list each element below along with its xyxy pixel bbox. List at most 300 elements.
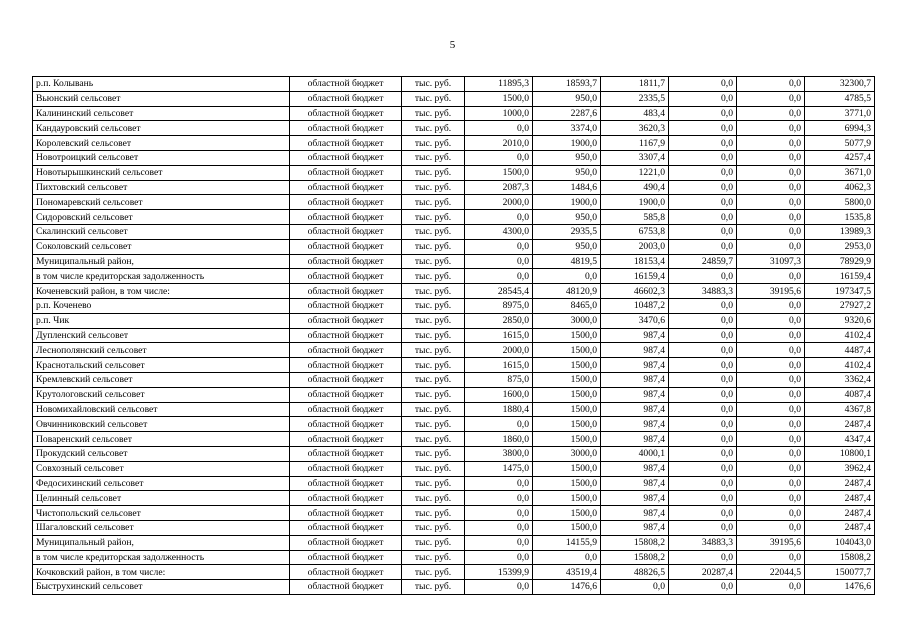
value-cell-2: 0,0 — [533, 550, 601, 565]
funding-source-cell: областной бюджет — [290, 402, 402, 417]
table-row — [33, 476, 875, 491]
value-cell-3: 3470,6 — [601, 313, 669, 328]
table-row — [33, 328, 875, 343]
unit-cell: тыс. руб. — [402, 476, 465, 491]
total-cell: 32300,7 — [805, 77, 875, 92]
row-name-cell: Краснотальский сельсовет — [33, 358, 290, 373]
value-cell-3: 987,4 — [601, 461, 669, 476]
value-cell-2: 1500,0 — [533, 343, 601, 358]
value-cell-2: 950,0 — [533, 165, 601, 180]
total-cell: 3962,4 — [805, 461, 875, 476]
value-cell-1: 1860,0 — [465, 432, 533, 447]
value-cell-3: 987,4 — [601, 417, 669, 432]
value-cell-5: 39195,6 — [737, 284, 805, 299]
row-name-cell: Соколовский сельсовет — [33, 239, 290, 254]
funding-source-cell: областной бюджет — [290, 328, 402, 343]
unit-cell: тыс. руб. — [402, 239, 465, 254]
value-cell-5: 0,0 — [737, 77, 805, 92]
value-cell-5: 0,0 — [737, 506, 805, 521]
value-cell-1: 875,0 — [465, 372, 533, 387]
value-cell-4: 0,0 — [669, 269, 737, 284]
value-cell-2: 4819,5 — [533, 254, 601, 269]
value-cell-3: 987,4 — [601, 372, 669, 387]
table-row — [33, 121, 875, 136]
value-cell-5: 0,0 — [737, 313, 805, 328]
value-cell-4: 0,0 — [669, 180, 737, 195]
value-cell-5: 0,0 — [737, 402, 805, 417]
row-name-cell: Пономаревский сельсовет — [33, 195, 290, 210]
value-cell-1: 1500,0 — [465, 91, 533, 106]
table-row — [33, 284, 875, 299]
funding-source-cell: областной бюджет — [290, 165, 402, 180]
value-cell-3: 987,4 — [601, 432, 669, 447]
value-cell-4: 0,0 — [669, 313, 737, 328]
funding-source-cell: областной бюджет — [290, 432, 402, 447]
value-cell-4: 0,0 — [669, 476, 737, 491]
value-cell-1: 1880,4 — [465, 402, 533, 417]
value-cell-5: 0,0 — [737, 165, 805, 180]
value-cell-3: 3307,4 — [601, 150, 669, 165]
value-cell-5: 0,0 — [737, 491, 805, 506]
value-cell-4: 0,0 — [669, 195, 737, 210]
unit-cell: тыс. руб. — [402, 358, 465, 373]
value-cell-4: 0,0 — [669, 387, 737, 402]
value-cell-4: 0,0 — [669, 520, 737, 535]
value-cell-4: 0,0 — [669, 77, 737, 92]
value-cell-1: 2000,0 — [465, 343, 533, 358]
unit-cell: тыс. руб. — [402, 136, 465, 151]
value-cell-5: 0,0 — [737, 239, 805, 254]
funding-source-cell: областной бюджет — [290, 150, 402, 165]
value-cell-3: 48826,5 — [601, 565, 669, 580]
total-cell: 1476,6 — [805, 580, 875, 595]
value-cell-5: 0,0 — [737, 195, 805, 210]
row-name-cell: р.п. Колывань — [33, 77, 290, 92]
value-cell-3: 1811,7 — [601, 77, 669, 92]
table-row — [33, 298, 875, 313]
value-cell-3: 3620,3 — [601, 121, 669, 136]
funding-source-cell: областной бюджет — [290, 446, 402, 461]
value-cell-1: 0,0 — [465, 239, 533, 254]
unit-cell: тыс. руб. — [402, 298, 465, 313]
total-cell: 2487,4 — [805, 476, 875, 491]
table-row — [33, 535, 875, 550]
funding-source-cell: областной бюджет — [290, 358, 402, 373]
value-cell-5: 0,0 — [737, 476, 805, 491]
value-cell-3: 987,4 — [601, 328, 669, 343]
table-row — [33, 417, 875, 432]
value-cell-2: 18593,7 — [533, 77, 601, 92]
value-cell-1: 0,0 — [465, 210, 533, 225]
value-cell-1: 1615,0 — [465, 358, 533, 373]
value-cell-5: 0,0 — [737, 432, 805, 447]
value-cell-5: 0,0 — [737, 298, 805, 313]
row-name-cell: Новотроицкий сельсовет — [33, 150, 290, 165]
total-cell: 4257,4 — [805, 150, 875, 165]
table-row — [33, 446, 875, 461]
total-cell: 4347,4 — [805, 432, 875, 447]
funding-source-cell: областной бюджет — [290, 461, 402, 476]
value-cell-5: 0,0 — [737, 580, 805, 595]
funding-source-cell: областной бюджет — [290, 387, 402, 402]
table-row — [33, 269, 875, 284]
funding-source-cell: областной бюджет — [290, 136, 402, 151]
value-cell-2: 3374,0 — [533, 121, 601, 136]
table-row — [33, 239, 875, 254]
funding-source-cell: областной бюджет — [290, 91, 402, 106]
total-cell: 2487,4 — [805, 491, 875, 506]
value-cell-1: 15399,9 — [465, 565, 533, 580]
unit-cell: тыс. руб. — [402, 210, 465, 225]
row-name-cell: Поваренский сельсовет — [33, 432, 290, 447]
value-cell-5: 0,0 — [737, 136, 805, 151]
unit-cell: тыс. руб. — [402, 224, 465, 239]
value-cell-3: 987,4 — [601, 343, 669, 358]
row-name-cell: Скалинский сельсовет — [33, 224, 290, 239]
unit-cell: тыс. руб. — [402, 402, 465, 417]
unit-cell: тыс. руб. — [402, 269, 465, 284]
value-cell-2: 1500,0 — [533, 417, 601, 432]
total-cell: 3671,0 — [805, 165, 875, 180]
funding-source-cell: областной бюджет — [290, 195, 402, 210]
funding-source-cell: областной бюджет — [290, 417, 402, 432]
table-row — [33, 106, 875, 121]
value-cell-1: 0,0 — [465, 506, 533, 521]
row-name-cell: Вьюнский сельсовет — [33, 91, 290, 106]
table-row — [33, 506, 875, 521]
value-cell-4: 0,0 — [669, 506, 737, 521]
value-cell-1: 0,0 — [465, 491, 533, 506]
value-cell-3: 987,4 — [601, 358, 669, 373]
value-cell-4: 0,0 — [669, 461, 737, 476]
value-cell-1: 28545,4 — [465, 284, 533, 299]
unit-cell: тыс. руб. — [402, 432, 465, 447]
value-cell-5: 39195,6 — [737, 535, 805, 550]
unit-cell: тыс. руб. — [402, 580, 465, 595]
value-cell-2: 1476,6 — [533, 580, 601, 595]
value-cell-2: 3000,0 — [533, 313, 601, 328]
value-cell-4: 0,0 — [669, 343, 737, 358]
row-name-cell: Пихтовский сельсовет — [33, 180, 290, 195]
value-cell-3: 2003,0 — [601, 239, 669, 254]
unit-cell: тыс. руб. — [402, 535, 465, 550]
value-cell-2: 1500,0 — [533, 432, 601, 447]
value-cell-5: 22044,5 — [737, 565, 805, 580]
value-cell-4: 20287,4 — [669, 565, 737, 580]
value-cell-2: 1500,0 — [533, 372, 601, 387]
table-row — [33, 210, 875, 225]
value-cell-4: 0,0 — [669, 358, 737, 373]
value-cell-5: 0,0 — [737, 461, 805, 476]
value-cell-2: 43519,4 — [533, 565, 601, 580]
value-cell-5: 0,0 — [737, 372, 805, 387]
total-cell: 104043,0 — [805, 535, 875, 550]
unit-cell: тыс. руб. — [402, 461, 465, 476]
funding-source-cell: областной бюджет — [290, 506, 402, 521]
unit-cell: тыс. руб. — [402, 150, 465, 165]
total-cell: 4102,4 — [805, 328, 875, 343]
funding-source-cell: областной бюджет — [290, 239, 402, 254]
value-cell-4: 0,0 — [669, 402, 737, 417]
value-cell-5: 0,0 — [737, 550, 805, 565]
value-cell-5: 0,0 — [737, 269, 805, 284]
row-name-cell: Муниципальный район, — [33, 535, 290, 550]
unit-cell: тыс. руб. — [402, 520, 465, 535]
value-cell-3: 987,4 — [601, 506, 669, 521]
value-cell-1: 0,0 — [465, 417, 533, 432]
value-cell-2: 48120,9 — [533, 284, 601, 299]
total-cell: 2487,4 — [805, 417, 875, 432]
page-number: 5 — [449, 39, 456, 51]
value-cell-2: 950,0 — [533, 210, 601, 225]
value-cell-4: 34883,3 — [669, 284, 737, 299]
value-cell-3: 585,8 — [601, 210, 669, 225]
value-cell-2: 1500,0 — [533, 491, 601, 506]
total-cell: 6994,3 — [805, 121, 875, 136]
row-name-cell: Целинный сельсовет — [33, 491, 290, 506]
total-cell: 2487,4 — [805, 506, 875, 521]
table-row — [33, 461, 875, 476]
unit-cell: тыс. руб. — [402, 417, 465, 432]
row-name-cell: Быструхинский сельсовет — [33, 580, 290, 595]
row-name-cell: Сидоровский сельсовет — [33, 210, 290, 225]
value-cell-1: 0,0 — [465, 550, 533, 565]
value-cell-1: 0,0 — [465, 121, 533, 136]
value-cell-5: 0,0 — [737, 91, 805, 106]
row-name-cell: Кочковский район, в том числе: — [33, 565, 290, 580]
value-cell-4: 0,0 — [669, 106, 737, 121]
value-cell-4: 0,0 — [669, 150, 737, 165]
value-cell-2: 1500,0 — [533, 402, 601, 417]
unit-cell: тыс. руб. — [402, 491, 465, 506]
value-cell-5: 0,0 — [737, 343, 805, 358]
funding-source-cell: областной бюджет — [290, 106, 402, 121]
unit-cell: тыс. руб. — [402, 313, 465, 328]
total-cell: 27927,2 — [805, 298, 875, 313]
value-cell-4: 0,0 — [669, 580, 737, 595]
table-row — [33, 313, 875, 328]
value-cell-1: 1000,0 — [465, 106, 533, 121]
value-cell-5: 0,0 — [737, 121, 805, 136]
value-cell-3: 1900,0 — [601, 195, 669, 210]
value-cell-1: 1500,0 — [465, 165, 533, 180]
row-name-cell: Крутологовский сельсовет — [33, 387, 290, 402]
value-cell-4: 0,0 — [669, 328, 737, 343]
row-name-cell: Совхозный сельсовет — [33, 461, 290, 476]
table-row — [33, 180, 875, 195]
value-cell-2: 1500,0 — [533, 520, 601, 535]
unit-cell: тыс. руб. — [402, 343, 465, 358]
value-cell-3: 987,4 — [601, 491, 669, 506]
value-cell-2: 1500,0 — [533, 358, 601, 373]
table-row — [33, 358, 875, 373]
value-cell-2: 1500,0 — [533, 387, 601, 402]
funding-source-cell: областной бюджет — [290, 298, 402, 313]
value-cell-1: 2010,0 — [465, 136, 533, 151]
total-cell: 2953,0 — [805, 239, 875, 254]
value-cell-3: 987,4 — [601, 402, 669, 417]
value-cell-1: 0,0 — [465, 269, 533, 284]
value-cell-2: 2287,6 — [533, 106, 601, 121]
value-cell-4: 0,0 — [669, 121, 737, 136]
funding-source-cell: областной бюджет — [290, 180, 402, 195]
value-cell-5: 0,0 — [737, 106, 805, 121]
value-cell-2: 950,0 — [533, 150, 601, 165]
unit-cell: тыс. руб. — [402, 565, 465, 580]
value-cell-3: 1167,9 — [601, 136, 669, 151]
value-cell-1: 8975,0 — [465, 298, 533, 313]
value-cell-3: 2335,5 — [601, 91, 669, 106]
table-row — [33, 224, 875, 239]
funding-source-cell: областной бюджет — [290, 254, 402, 269]
value-cell-3: 987,4 — [601, 520, 669, 535]
unit-cell: тыс. руб. — [402, 284, 465, 299]
value-cell-4: 0,0 — [669, 165, 737, 180]
table-row — [33, 195, 875, 210]
value-cell-2: 1900,0 — [533, 136, 601, 151]
value-cell-5: 0,0 — [737, 520, 805, 535]
row-name-cell: в том числе кредиторская задолженность — [33, 269, 290, 284]
funding-source-cell: областной бюджет — [290, 535, 402, 550]
value-cell-3: 987,4 — [601, 387, 669, 402]
total-cell: 3362,4 — [805, 372, 875, 387]
total-cell: 3771,0 — [805, 106, 875, 121]
row-name-cell: Овчинниковский сельсовет — [33, 417, 290, 432]
value-cell-3: 18153,4 — [601, 254, 669, 269]
row-name-cell: Кандауровский сельсовет — [33, 121, 290, 136]
value-cell-1: 1475,0 — [465, 461, 533, 476]
total-cell: 4367,8 — [805, 402, 875, 417]
total-cell: 15808,2 — [805, 550, 875, 565]
value-cell-5: 0,0 — [737, 328, 805, 343]
row-name-cell: Муниципальный район, — [33, 254, 290, 269]
value-cell-1: 2000,0 — [465, 195, 533, 210]
value-cell-4: 0,0 — [669, 417, 737, 432]
table-row — [33, 77, 875, 92]
value-cell-3: 6753,8 — [601, 224, 669, 239]
funding-source-cell: областной бюджет — [290, 284, 402, 299]
unit-cell: тыс. руб. — [402, 121, 465, 136]
row-name-cell: в том числе кредиторская задолженность — [33, 550, 290, 565]
row-name-cell: р.п. Чик — [33, 313, 290, 328]
row-name-cell: Леснополянский сельсовет — [33, 343, 290, 358]
unit-cell: тыс. руб. — [402, 446, 465, 461]
row-name-cell: р.п. Коченево — [33, 298, 290, 313]
total-cell: 4087,4 — [805, 387, 875, 402]
unit-cell: тыс. руб. — [402, 91, 465, 106]
value-cell-2: 3000,0 — [533, 446, 601, 461]
total-cell: 16159,4 — [805, 269, 875, 284]
row-name-cell: Коченевский район, в том числе: — [33, 284, 290, 299]
total-cell: 4062,3 — [805, 180, 875, 195]
value-cell-5: 0,0 — [737, 387, 805, 402]
value-cell-2: 1900,0 — [533, 195, 601, 210]
funding-source-cell: областной бюджет — [290, 491, 402, 506]
value-cell-2: 1500,0 — [533, 461, 601, 476]
total-cell: 197347,5 — [805, 284, 875, 299]
value-cell-3: 987,4 — [601, 476, 669, 491]
unit-cell: тыс. руб. — [402, 372, 465, 387]
row-name-cell: Чистопольский сельсовет — [33, 506, 290, 521]
value-cell-2: 8465,0 — [533, 298, 601, 313]
value-cell-1: 1600,0 — [465, 387, 533, 402]
value-cell-4: 0,0 — [669, 446, 737, 461]
table-row — [33, 150, 875, 165]
funding-source-cell: областной бюджет — [290, 121, 402, 136]
value-cell-4: 0,0 — [669, 136, 737, 151]
value-cell-1: 1615,0 — [465, 328, 533, 343]
table-row — [33, 491, 875, 506]
total-cell: 10800,1 — [805, 446, 875, 461]
funding-source-cell: областной бюджет — [290, 224, 402, 239]
value-cell-5: 31097,3 — [737, 254, 805, 269]
value-cell-4: 0,0 — [669, 224, 737, 239]
value-cell-2: 1500,0 — [533, 506, 601, 521]
unit-cell: тыс. руб. — [402, 506, 465, 521]
value-cell-5: 0,0 — [737, 150, 805, 165]
value-cell-4: 0,0 — [669, 298, 737, 313]
unit-cell: тыс. руб. — [402, 254, 465, 269]
value-cell-1: 0,0 — [465, 476, 533, 491]
total-cell: 78929,9 — [805, 254, 875, 269]
funding-source-cell: областной бюджет — [290, 313, 402, 328]
total-cell: 13989,3 — [805, 224, 875, 239]
total-cell: 5800,0 — [805, 195, 875, 210]
value-cell-2: 1500,0 — [533, 328, 601, 343]
funding-source-cell: областной бюджет — [290, 550, 402, 565]
unit-cell: тыс. руб. — [402, 106, 465, 121]
budget-table — [32, 76, 875, 595]
value-cell-1: 3800,0 — [465, 446, 533, 461]
value-cell-3: 4000,1 — [601, 446, 669, 461]
total-cell: 150077,7 — [805, 565, 875, 580]
value-cell-3: 15808,2 — [601, 535, 669, 550]
table-row — [33, 402, 875, 417]
value-cell-3: 1221,0 — [601, 165, 669, 180]
row-name-cell: Дупленский сельсовет — [33, 328, 290, 343]
total-cell: 9320,6 — [805, 313, 875, 328]
value-cell-1: 2850,0 — [465, 313, 533, 328]
funding-source-cell: областной бюджет — [290, 520, 402, 535]
value-cell-3: 46602,3 — [601, 284, 669, 299]
unit-cell: тыс. руб. — [402, 180, 465, 195]
value-cell-4: 0,0 — [669, 372, 737, 387]
value-cell-5: 0,0 — [737, 417, 805, 432]
value-cell-5: 0,0 — [737, 224, 805, 239]
total-cell: 5077,9 — [805, 136, 875, 151]
value-cell-2: 1500,0 — [533, 476, 601, 491]
row-name-cell: Шагаловский сельсовет — [33, 520, 290, 535]
unit-cell: тыс. руб. — [402, 550, 465, 565]
funding-source-cell: областной бюджет — [290, 210, 402, 225]
value-cell-1: 4300,0 — [465, 224, 533, 239]
table-row — [33, 372, 875, 387]
unit-cell: тыс. руб. — [402, 328, 465, 343]
row-name-cell: Новотырышкинский сельсовет — [33, 165, 290, 180]
value-cell-4: 24859,7 — [669, 254, 737, 269]
value-cell-4: 0,0 — [669, 91, 737, 106]
total-cell: 4102,4 — [805, 358, 875, 373]
row-name-cell: Новомихайловский сельсовет — [33, 402, 290, 417]
value-cell-4: 0,0 — [669, 491, 737, 506]
value-cell-1: 0,0 — [465, 150, 533, 165]
table-row — [33, 580, 875, 595]
table-row — [33, 136, 875, 151]
value-cell-2: 0,0 — [533, 269, 601, 284]
value-cell-5: 0,0 — [737, 358, 805, 373]
funding-source-cell: областной бюджет — [290, 580, 402, 595]
value-cell-1: 11895,3 — [465, 77, 533, 92]
